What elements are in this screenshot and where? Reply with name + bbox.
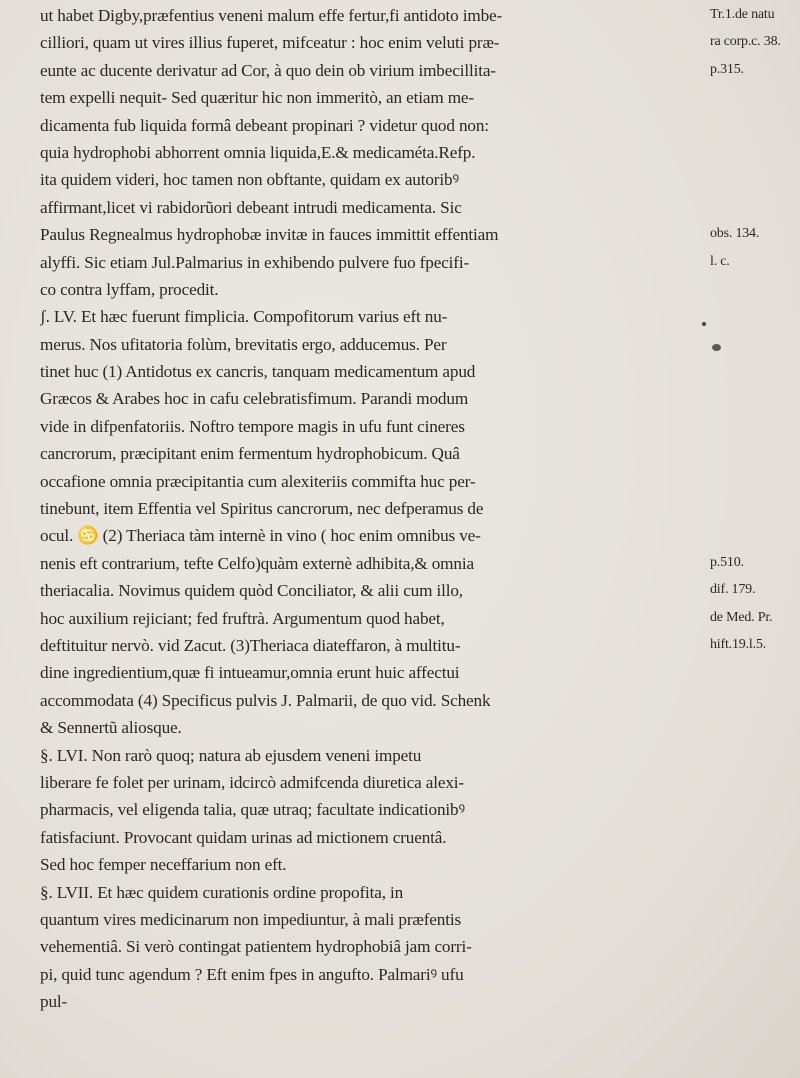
text-line: deftituitur nervò. vid Zacut. (3)Theriaca diateffaron, à multitu- [40,635,461,655]
text-line: co contra lyffam, procedit. [40,279,219,299]
text-line: cancrorum, præcipitant enim fermentum hydrophobicum. Quâ [40,444,460,464]
margin-note: obs. 134. [710,226,760,242]
text-line: tinet huc (1) Antidotus ex cancris, tanquam medicamentum apud [40,362,476,382]
text-line: affirmant,licet vi rabidorũori debeant intrudi medicamenta. Sic [40,197,462,217]
text-line: nenis eft contrarium, tefte Celfo)quàm externè adhibita,& omnia [40,553,474,573]
main-text-block [40,2,708,1015]
text-line: §. LVII. Et hæc quidem curationis ordine propofita, in [40,882,404,902]
text-line: vide in difpenfatoriis. Noftro tempore magis in ufu funt cineres [40,416,465,436]
margin-note: ra corp.c. 38. [710,34,781,50]
text-line: tem expelli nequit- Sed quæritur hic non immeritò, an etiam me- [40,88,474,108]
margin-note: hift.19.l.5. [710,637,766,653]
text-line: eunte ac ducente derivatur ad Cor, à quo dein ob virium imbecillita- [40,60,496,80]
text-line: cilliori, quam ut vires illius fuperet, mifceatur : hoc enim veluti præ- [40,33,500,53]
margin-note: p.510. [710,555,744,570]
margin-note: de Med. Pr. [710,609,773,625]
text-line: quia hydrophobi abhorrent omnia liquida,E.& medicaméta.Refp. [40,142,476,162]
text-line: pharmacis, vel eligenda talia, quæ utraq; facultate indicationibꝰ [40,800,465,820]
text-line: & Sennertũ aliosque. [40,718,182,738]
ink-blot [712,344,721,351]
text-line: §. LVI. Non rarò quoq; natura ab ejusdem veneni impetu [40,745,422,765]
text-line: accommodata (4) Specificus pulvis J. Palmarii, de quo vid. Schenk [40,690,491,710]
text-line: alyffi. Sic etiam Jul.Palmarius in exhibendo pulvere fuo fpecifi- [40,252,470,272]
text-line: ocul. ♋ (2) Theriaca tàm internè in vino ( hoc enim omnibus ve- [40,526,481,546]
text-line: Sed hoc femper neceffarium non eft. [40,855,287,875]
text-line: merus. Nos ufitatoria folùm, brevitatis ergo, adducemus. Per [40,334,447,354]
text-line: liberare fe folet per urinam, idcircò admifcenda diuretica alexi- [40,772,465,792]
text-line: occafione omnia præcipitantia cum alexiteriis commifta huc per- [40,471,476,491]
margin-note: p.315. [710,61,744,77]
margin-note: Tr.1.de natu [710,7,775,22]
text-line: tinebunt, item Effentia vel Spiritus cancrorum, nec defperamus de [40,499,484,519]
ink-dot [702,322,706,326]
text-line: ut habet Digby,præfentius veneni malum effe fertur,fi antidoto imbe- [40,6,503,25]
text-line: fatisfaciunt. Provocant quidam urinas ad mictionem cruentâ. [40,827,447,847]
text-line: quantum vires medicinarum non impediuntur, à mali præfentis [40,909,462,929]
text-line: hoc auxilium rejiciant; fed fruftrà. Argumentum quod habet, [40,608,445,628]
text-line: theriacalia. Novimus quidem quòd Conciliator, & alii cum illo, [40,581,463,601]
text-line: pul- [40,992,68,1012]
text-line: dicamenta fub liquida formâ debeant propinari ? videtur quod non: [40,115,489,135]
text-line: vehementiâ. Si verò contingat patientem hydrophobiâ jam corri- [40,937,472,957]
text-line: ita quidem videri, hoc tamen non obftante, quidam ex autoribꝰ [40,170,459,190]
margin-note: dif. 179. [710,582,756,598]
text-line: Paulus Regnealmus hydrophobæ invitæ in fauces immittit effentiam [40,225,499,245]
margin-note: l. c. [710,253,730,269]
text-line: pi, quid tunc agendum ? Eft enim fpes in angufto. Palmariꝰ ufu [40,964,464,984]
text-line: Græcos & Arabes hoc in cafu celebratisfimum. Parandi modum [40,389,469,409]
text-line: ʃ. LV. Et hæc fuerunt fimplicia. Compofitorum varius eft nu- [40,307,448,327]
text-line: dine ingredientium,quæ fi intueamur,omnia erunt huic affectui [40,663,460,683]
